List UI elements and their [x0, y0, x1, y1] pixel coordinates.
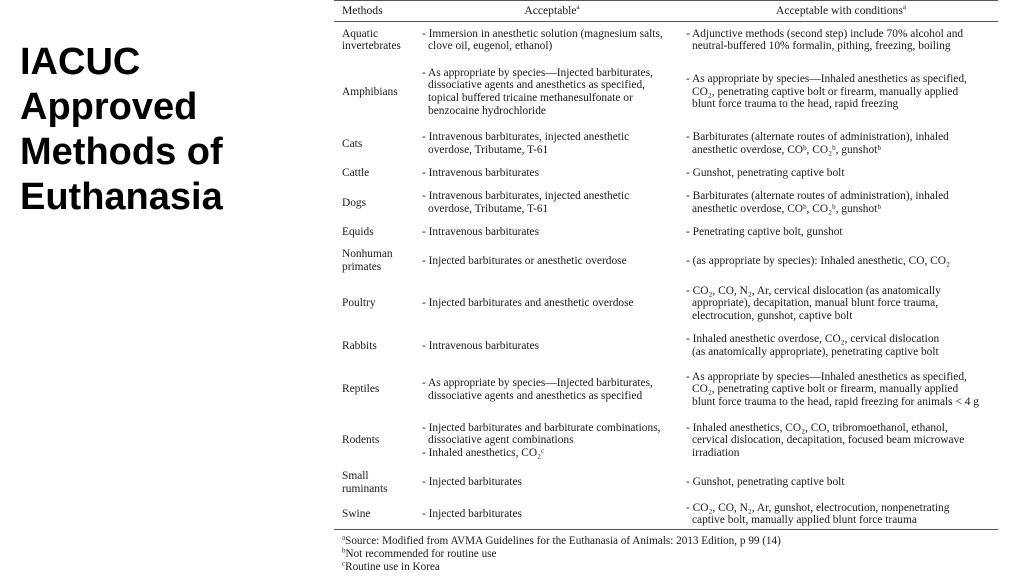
cell-line: - Inhaled anesthetic overdose, CO₂, cervical dislocation [686, 333, 940, 346]
acceptable-cell [420, 466, 684, 500]
cell-line: Dogs [342, 196, 367, 209]
animal-cell [334, 364, 420, 416]
acceptable-cell [420, 222, 684, 244]
cell-line: neutral-buffered 10% formalin, pithing, freezing, boiling [692, 40, 951, 53]
cell-line: - As appropriate by species—Inhaled anesthetics as specified, [686, 73, 967, 86]
table-row [334, 126, 998, 163]
table-row [334, 279, 998, 329]
cell-line: blunt force trauma to the head, rapid freezing [692, 98, 899, 111]
cell-line: - Adjunctive methods (second step) include 70% alcohol and [686, 27, 964, 40]
cell-line: Rabbits [342, 339, 377, 352]
cell-line: Equids [342, 226, 374, 239]
table-row [334, 329, 998, 364]
table-body [334, 22, 998, 530]
cell-line: dissociative agents and anesthetics as specified [428, 389, 643, 402]
cell-line: Cats [342, 137, 363, 150]
table-row [334, 466, 998, 500]
cell-line: captive bolt, manually applied blunt force trauma [692, 514, 917, 527]
conditional-cell [684, 222, 998, 244]
footnote: $^c$Routine use in Korea [342, 558, 440, 573]
cell-line: - Intravenous barbiturates, injected anesthetic [422, 190, 630, 203]
cell-line: topical buffered tricaine methanesulfonate or [428, 92, 633, 104]
cell-line: - Barbiturates (alternate routes of administration), inhaled [686, 190, 949, 203]
cell-line: Rodents [342, 434, 380, 447]
cell-line: Amphibians [342, 85, 398, 98]
cell-line: - As appropriate by species—Injected barbiturates, [422, 376, 653, 389]
cell-line: - Inhaled anesthetics, CO₂ᶜ [422, 446, 545, 459]
animal-cell [334, 22, 420, 59]
cell-line: benzocaine hydrochloride [428, 104, 546, 117]
animal-cell [334, 59, 420, 126]
table-row [334, 59, 998, 126]
cell-line: blunt force trauma to the head, rapid freezing for animals < 4 g [692, 395, 979, 408]
cell-line: anesthetic overdose, COᵇ, CO₂ᵇ, gunshotᵇ [692, 203, 881, 215]
cell-line: - Gunshot, penetrating captive bolt [686, 476, 845, 489]
acceptable-cell [420, 329, 684, 364]
cell-line: invertebrates [342, 40, 401, 53]
acceptable-cell [420, 279, 684, 329]
cell-line: - Barbiturates (alternate routes of administration), inhaled [686, 131, 949, 144]
cell-line: CO₂, penetrating captive bolt or firearm, manually applied [692, 85, 959, 98]
cell-line: overdose, Tributame, T-61 [428, 144, 549, 156]
title-line: IACUC [20, 41, 141, 83]
acceptable-cell [420, 22, 684, 59]
animal-cell [334, 126, 420, 163]
table-row [334, 416, 998, 466]
acceptable-cell [420, 500, 684, 530]
animal-cell [334, 279, 420, 329]
conditional-cell [684, 185, 998, 222]
animal-cell [334, 466, 420, 500]
cell-line: - Intravenous barbiturates [422, 226, 540, 239]
cell-line: - Inhaled anesthetics, CO₂, CO, tribromoethanol, ethanol, [686, 421, 948, 434]
animal-cell [334, 329, 420, 364]
table-row [334, 500, 998, 530]
table-row [334, 222, 998, 244]
cell-line: (as anatomically appropriate), penetrating captive bolt [692, 346, 939, 358]
acceptable-cell [420, 59, 684, 126]
cell-line: electrocution, gunshot, captive bolt [692, 309, 853, 322]
cell-line: overdose, Tributame, T-61 [428, 203, 549, 215]
euthanasia-methods-table [334, 0, 998, 530]
conditional-cell [684, 126, 998, 163]
cell-line: Small [342, 469, 369, 482]
animal-cell [334, 185, 420, 222]
header-methods: Methods [334, 1, 420, 22]
cell-line: appropriate), decapitation, manual blunt force trauma, [692, 297, 939, 310]
conditional-cell [684, 22, 998, 59]
cell-line: anesthetic overdose, COᵇ, CO₂ᵇ, gunshotᵇ [692, 144, 881, 156]
footnotes [342, 535, 1002, 573]
acceptable-cell [420, 185, 684, 222]
cell-line: - As appropriate by species—Inhaled anesthetics as specified, [686, 370, 967, 383]
cell-line: - Immersion in anesthetic solution (magnesium salts, [422, 27, 663, 40]
cell-line: - Injected barbiturates and anesthetic overdose [422, 297, 634, 310]
conditional-cell [684, 466, 998, 500]
table-row [334, 185, 998, 222]
cell-line: Cattle [342, 167, 370, 180]
cell-line: - Gunshot, penetrating captive bolt [686, 167, 845, 180]
cell-line: - Intravenous barbiturates [422, 339, 540, 352]
cell-line: - Injected barbiturates [422, 476, 522, 489]
title-line: Methods of [20, 131, 223, 173]
table-row [334, 22, 998, 59]
animal-cell [334, 416, 420, 466]
cell-line: dissociative agent combinations [428, 434, 574, 447]
header-acceptable-with-conditions: Acceptable with conditions$^a$ [684, 1, 998, 22]
cell-line: - As appropriate by species—Injected barbiturates, [422, 66, 653, 79]
cell-line: - Intravenous barbiturates [422, 167, 540, 180]
cell-line: - Injected barbiturates or anesthetic overdose [422, 254, 627, 267]
cell-line: ruminants [342, 482, 388, 495]
cell-line: - Penetrating captive bolt, gunshot [686, 226, 843, 239]
table-row [334, 163, 998, 185]
acceptable-cell [420, 244, 684, 279]
acceptable-cell [420, 364, 684, 416]
cell-line: Reptiles [342, 383, 380, 396]
conditional-cell [684, 279, 998, 329]
title-line: Approved [20, 86, 198, 128]
animal-cell [334, 244, 420, 279]
conditional-cell [684, 416, 998, 466]
animal-cell [334, 500, 420, 530]
footnote: $^a$Source: Modified from AVMA Guidelines for the Euthanasia of Animals: 2013 Edition, p 99 (14) [342, 533, 781, 547]
table-header-row [334, 1, 998, 22]
cell-line: - (as appropriate by species): Inhaled anesthetic, CO, CO₂ [686, 254, 950, 267]
conditional-cell [684, 329, 998, 364]
cell-line: - Injected barbiturates and barbiturate combinations, [422, 421, 661, 434]
cell-line: - Injected barbiturates [422, 507, 522, 520]
animal-cell [334, 222, 420, 244]
title-line: Euthanasia [20, 176, 223, 218]
cell-line: irradiation [692, 446, 740, 459]
cell-line: clove oil, eugenol, ethanol) [428, 40, 553, 53]
acceptable-cell [420, 416, 684, 466]
conditional-cell [684, 244, 998, 279]
cell-line: Poultry [342, 297, 376, 310]
cell-line: Swine [342, 507, 371, 520]
cell-line: Nonhuman [342, 248, 393, 261]
table-row [334, 364, 998, 416]
cell-line: primates [342, 261, 382, 273]
cell-line: - CO₂, CO, N₂, Ar, gunshot, electrocution, nonpenetrating [686, 501, 950, 514]
conditional-cell [684, 59, 998, 126]
animal-cell [334, 163, 420, 185]
conditional-cell [684, 364, 998, 416]
header-acceptable: Acceptable$^a$ [420, 1, 684, 22]
conditional-cell [684, 500, 998, 530]
acceptable-cell [420, 126, 684, 163]
cell-line: - Intravenous barbiturates, injected anesthetic [422, 131, 630, 144]
conditional-cell [684, 163, 998, 185]
acceptable-cell [420, 163, 684, 185]
cell-line: CO₂, penetrating captive bolt or firearm, manually applied [692, 383, 959, 396]
footnote: $^b$Not recommended for routine use [342, 546, 497, 560]
cell-line: - CO₂, CO, N₂, Ar, cervical dislocation (as anatomically [686, 284, 941, 297]
cell-line: dissociative agents and anesthetics as specified, [428, 79, 645, 92]
cell-line: Aquatic [342, 27, 379, 40]
cell-line: cervical dislocation, decapitation, focused beam microwave [692, 434, 965, 447]
slide-title [20, 40, 320, 220]
table-row [334, 244, 998, 279]
